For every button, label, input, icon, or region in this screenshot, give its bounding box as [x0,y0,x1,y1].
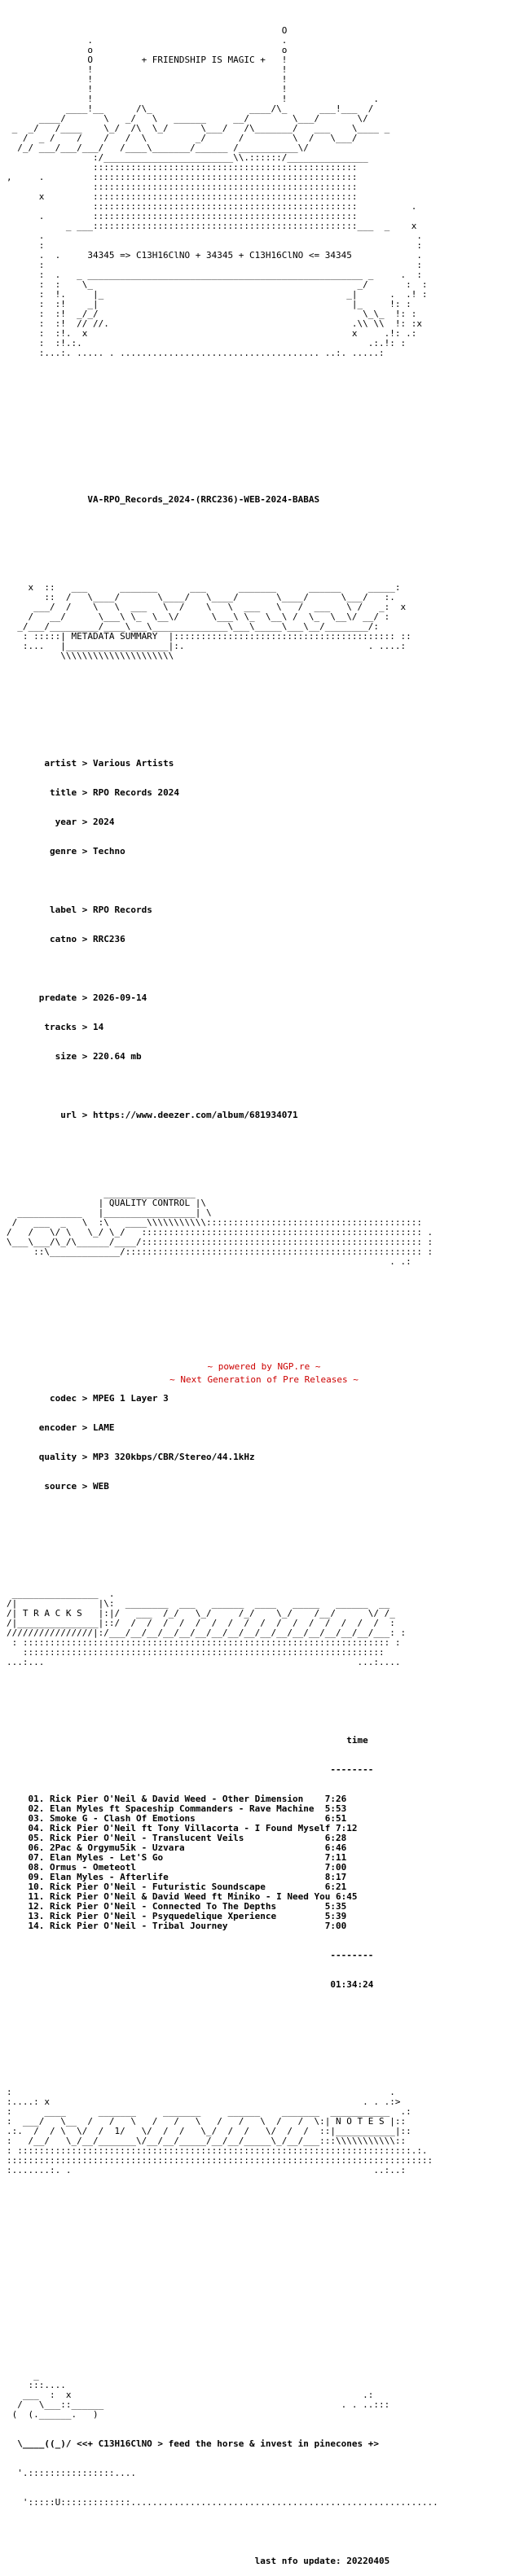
notes-banner-line: : ____ _______ _______ ______ _______ ___________ .: [7,2106,411,2117]
notes-banner [7,2088,521,2175]
notes-banner-line: :.......:. . ..:..: [7,2165,407,2175]
header-line: O [7,25,288,36]
header-line: :/________________________\\.::::::/_______________ [7,152,368,163]
track-number: 09. [28,1872,45,1882]
track-number: 05. [28,1833,45,1843]
time-header-rule: -------- [330,1764,374,1775]
footer-tagline: ~ Next Generation of Pre Releases ~ [169,1374,359,1385]
track-number: 03. [28,1813,45,1824]
track-number: 02. [28,1803,45,1814]
track-number: 04. [28,1823,45,1833]
notes-banner-line: : /__/ \_/__/_______\/__/__/_____/__/__/_____\_/__/___:::\\\\\\\\\\\:: [7,2136,407,2146]
header-art [7,26,521,358]
track-time: 5:53 [324,1803,347,1814]
header-line: : !. |_ _| . .! : [7,289,428,300]
track-title: Rick Pier O'Neil & David Weed ft Miniko - I Need You [44,1891,331,1902]
notes-footer-art-line: :::.... [7,2380,66,2390]
meta-row-title: title > RPO Records 2024 [38,787,179,798]
meta-row-label: label > RPO Records [38,905,152,915]
track-number: 06. [28,1842,45,1853]
tracklist [7,1716,521,2009]
deezer-link[interactable]: https://www.deezer.com/album/681934071 [92,1110,298,1120]
header-line: ! ! [7,74,288,85]
notes-banner-line: :....: x . . .:> [7,2096,401,2107]
track-time: 6:21 [324,1882,347,1892]
header-line: , . ::::::::::::::::::::::::::::::::::::::::::::::::: [7,172,358,182]
header-line: : :!.:. .:.!: : [7,338,407,348]
track-title: Rick Pier O'Neil - Psyquedelique Xperience [44,1911,277,1921]
quality-banner-line: _________________ [7,1188,196,1198]
footer-powered [0,1361,528,1373]
header-line: : :! // //. .\\ \\ !: :x [7,318,422,329]
track-number: 01. [28,1794,45,1804]
track-title: Elan Myles - Afterlife [44,1872,169,1882]
meta-row-artist: artist > Various Artists [38,758,174,769]
meta-row-tracks: tracks > 14 [38,1022,104,1032]
header-line: o o [7,45,288,55]
track-title: Rick Pier O'Neil ft Tony Villacorta - I Found Myself [44,1823,331,1833]
tracks-banner-line: /| T R A C K S |:|/ ___ /_/ \_/ /_/ \_/ /__/ \/ /_ [7,1608,395,1619]
quality-banner-line: / / \/ \ \_/ \_/ :::::::::::::::::::::::::::::::::::::::::::::::::::: . [7,1227,433,1238]
header-line: x ::::::::::::::::::::::::::::::::::::::::::::::::: [7,191,358,202]
meta-row-url: url > https://www.deezer.com/album/681934071 [38,1110,298,1120]
track-number: 10. [28,1882,45,1892]
quality-row-source: source > WEB [38,1481,109,1492]
metadata-banner-line: x :: ___ _______ ___ _______ ______ _____: [7,582,401,593]
quality-block [7,1374,521,1511]
notes-footer-art-line: ___ : x .: [7,2390,374,2400]
header-line: ____!__ /\_ ____/\_ ___!___ / [7,103,374,114]
metadata-banner-line: ___/ / \ \ ___ \ / \ \ ___ \ / ___ \ / _: x [7,602,407,612]
metadata-banner-line: / __/ \___\ \_ \__\/ \___\ \_ \__\ / \_ \__\/ __/ : [7,611,390,622]
meta-row-genre: genre > Techno [38,846,125,856]
quality-banner-line: | QUALITY CONTROL |\ [7,1198,207,1208]
track-time: 7:00 [324,1862,347,1873]
nfo-document [7,7,521,2576]
header-line: /_/ ___/___/___/ /____\_______/______ /___________\/ [7,142,309,153]
track-number: 08. [28,1862,45,1873]
header-line: _ ___:::::::::::::::::::::::::::::::::::::::::::::::::___ _ x [7,221,417,231]
track-title: Rick Pier O'Neil - Translucent Veils [44,1833,244,1843]
quality-banner-line: / ___ _ \ :\ ____\\\\\\\\\\\:::::::::::::::::::::::::::::::::::::::: [7,1217,422,1228]
track-title: Rick Pier O'Neil & David Weed - Other Dimension [44,1794,304,1804]
header-line: . . 34345 => C13H16ClNO + 34345 + C13H16ClNO <= 34345 . [7,250,422,261]
track-list [7,1794,521,1931]
header-line: : : [7,260,422,270]
notes-tagline-after: '.::::::::::::::::.... [7,2468,136,2478]
meta-row-year: year > 2024 [38,817,115,827]
track-title: Elan Myles ft Spaceship Commanders - Rave Machine [44,1803,315,1814]
track-time: 6:45 [336,1891,358,1902]
release-name: VA-RPO_Records_2024-(RRC236)-WEB-2024-BABAS [87,494,320,505]
quality-banner [7,1189,521,1267]
track-title: Rick Pier O'Neil - Connected To The Depths [44,1901,277,1912]
header-line: / _ / / / / \ _/ / \ / \___/ [7,133,358,143]
notes-banner-line: ::::::::::::::::::::::::::::::::::::::::::::::::::::::::::::::::::::::::::::::: [7,2155,433,2166]
track-title: Rick Pier O'Neil - Futuristic Soundscape [44,1882,266,1892]
track-title: Elan Myles - Let'S Go [44,1852,164,1863]
quality-row-quality: quality > MP3 320kbps/CBR/Stereo/44.1kHz [38,1452,255,1462]
metadata-banner [7,583,521,661]
header-line: ! ! [7,64,288,75]
header-line: . ::::::::::::::::::::::::::::::::::::::::::::::::: [7,211,358,221]
header-line: : : \_ _/ : : [7,279,428,290]
track-title: 2Pac & Orgymu5ik - Uzvara [44,1842,185,1853]
track-time: 7:26 [324,1794,347,1804]
track-title: Ormus - Ometeotl [44,1862,136,1873]
header-line: : :! _/_/ \_\_ !: : [7,309,417,319]
quality-row-codec: codec > MPEG 1 Layer 3 [38,1393,169,1404]
meta-row-size: size > 220.64 mb [38,1051,142,1062]
track-title: Rick Pier O'Neil - Tribal Journey [44,1921,228,1931]
metadata-block [7,739,521,1140]
header-line: : :!. x x .!: .: [7,328,417,339]
notes-footer-art-line: _ [7,2370,39,2381]
tracks-banner-line: ::::::::::::::::::::::::::::::::::::::::::::::::::::::::::::::::::: [7,1647,385,1658]
track-time: 6:51 [324,1813,347,1824]
track-number: 14. [28,1921,45,1931]
header-line: ____/ \ _/ \ ______ __/ \___/ \/ [7,113,368,124]
header-line: ! ! [7,84,288,94]
notes-rule: ':::::U:::::::::::::......................................................... [7,2497,438,2508]
quality-row-encoder: encoder > LAME [38,1422,115,1433]
header-line: ::::::::::::::::::::::::::::::::::::::::::::::::: [7,162,358,173]
tracks-banner [7,1589,521,1667]
ngp-link[interactable]: ~ powered by NGP.re ~ [207,1361,321,1372]
track-time: 7:12 [336,1823,358,1833]
notes-footer-art-line: / \___::______ . . ..::: [7,2399,390,2410]
metadata-banner-line: \\\\\\\\\\\\\\\\\\\\\ [7,651,174,661]
metadata-banner-line: :... |___________________|:. . ....: [7,641,407,651]
track-time: 5:35 [324,1901,347,1912]
header-line: ::::::::::::::::::::::::::::::::::::::::::::::::: . [7,201,417,212]
notes-banner-line: : ___/ \__ / / \ / / \ / / \ / / \:| N O T E S |:: [7,2116,407,2127]
header-line: : . _ ___________________________________________________ _ . : [7,269,422,280]
header-line: _ _/ /____ \_/ /\ \_/ \___/ /\_______/ ___ \____ _ [7,123,390,134]
track-row [7,1921,521,1931]
track-title: Smoke G - Clash Of Emotions [44,1813,196,1824]
notes-tagline: \____((_)/ <<+ C13H16ClNO > feed the horse & invest in pinecones +> [7,2438,379,2449]
total-time: 01:34:24 [330,1979,374,1990]
track-time: 6:46 [324,1842,347,1853]
total-rule: -------- [330,1950,374,1960]
track-time: 5:39 [324,1911,347,1921]
meta-row-predate: predate > 2026-09-14 [38,992,147,1003]
quality-banner-line: ____________ |_________________| \ [7,1207,212,1218]
header-line: : :! _| |_ !: : [7,299,411,309]
quality-banner-line: . .: [7,1256,411,1267]
notes-banner-line: .:. / / \ \/ / 1/ \/ / / \_/ / / \/ / / ::|___________|:: [7,2126,411,2136]
quality-banner-line: ::\_____________/::::::::::::::::::::::::::::::::::::::::::::::::::::::: : [7,1246,433,1257]
metadata-banner-line: _/___/_________/____\___\______________\___\_____\___\__/________/: [7,621,379,632]
header-line: ::::::::::::::::::::::::::::::::::::::::::::::::: [7,182,358,192]
quality-banner-line: \___\___/\_/\______/____/:::::::::::::::::::::::::::::::::::::::::::::::::::: : [7,1237,433,1247]
tracks-banner-line: ...:... ...:.... [7,1657,401,1667]
track-time: 6:28 [324,1833,347,1843]
header-line: . . [7,35,288,46]
track-number: 11. [28,1891,45,1902]
track-time: 7:00 [324,1921,347,1931]
header-line: . . [7,230,422,241]
notes-banner-line: : :::::::::::::::::::::::::::::::::::::::::::::::::::::::::::::::::::::::::.:. [7,2145,428,2156]
metadata-banner-line: : :::::| METADATA SUMMARY |::::::::::::::::::::::::::::::::::::::::: :: [7,631,411,642]
meta-row-catno: catno > RRC236 [38,934,125,944]
tracks-banner-line: /|_______________|::/ / / / / / / / / / / / / / / / / : [7,1618,395,1628]
header-line: ! ! . [7,94,379,104]
track-time: 7:11 [324,1852,347,1863]
time-header: time [346,1735,368,1746]
track-number: 12. [28,1901,45,1912]
track-number: 07. [28,1852,45,1863]
notes-art [7,2371,521,2420]
notes-banner-line: : . [7,2087,395,2097]
metadata-banner-line: :: / \____/ \____/ \____/ \____/ \___/ :. [7,592,395,602]
notes-footer-art-line: ( (.______. ) [7,2409,379,2420]
last-update: last nfo update: 20220405 [254,2556,390,2566]
tracks-banner-line: /| |\: ________ ___ ______ ____ _____ ______ __ [7,1598,390,1609]
header-line: :...:. ..... . ..................................... ..:. .....: [7,348,385,358]
tracks-banner-line: : :::::::::::::::::::::::::::::::::::::::::::::::::::::::::::::::::::: : [7,1637,401,1648]
header-line: : : [7,240,422,251]
tracks-banner-line: ________________ . [7,1588,115,1599]
track-time: 8:17 [324,1872,347,1882]
header-line: O + FRIENDSHIP IS MAGIC + ! [7,55,288,65]
track-number: 13. [28,1911,45,1921]
tracks-banner-line: ////////////////|:/___/__/__/__/__/__/__/__/__/__/__/__/__/__/__/__/___: : [7,1628,407,1638]
